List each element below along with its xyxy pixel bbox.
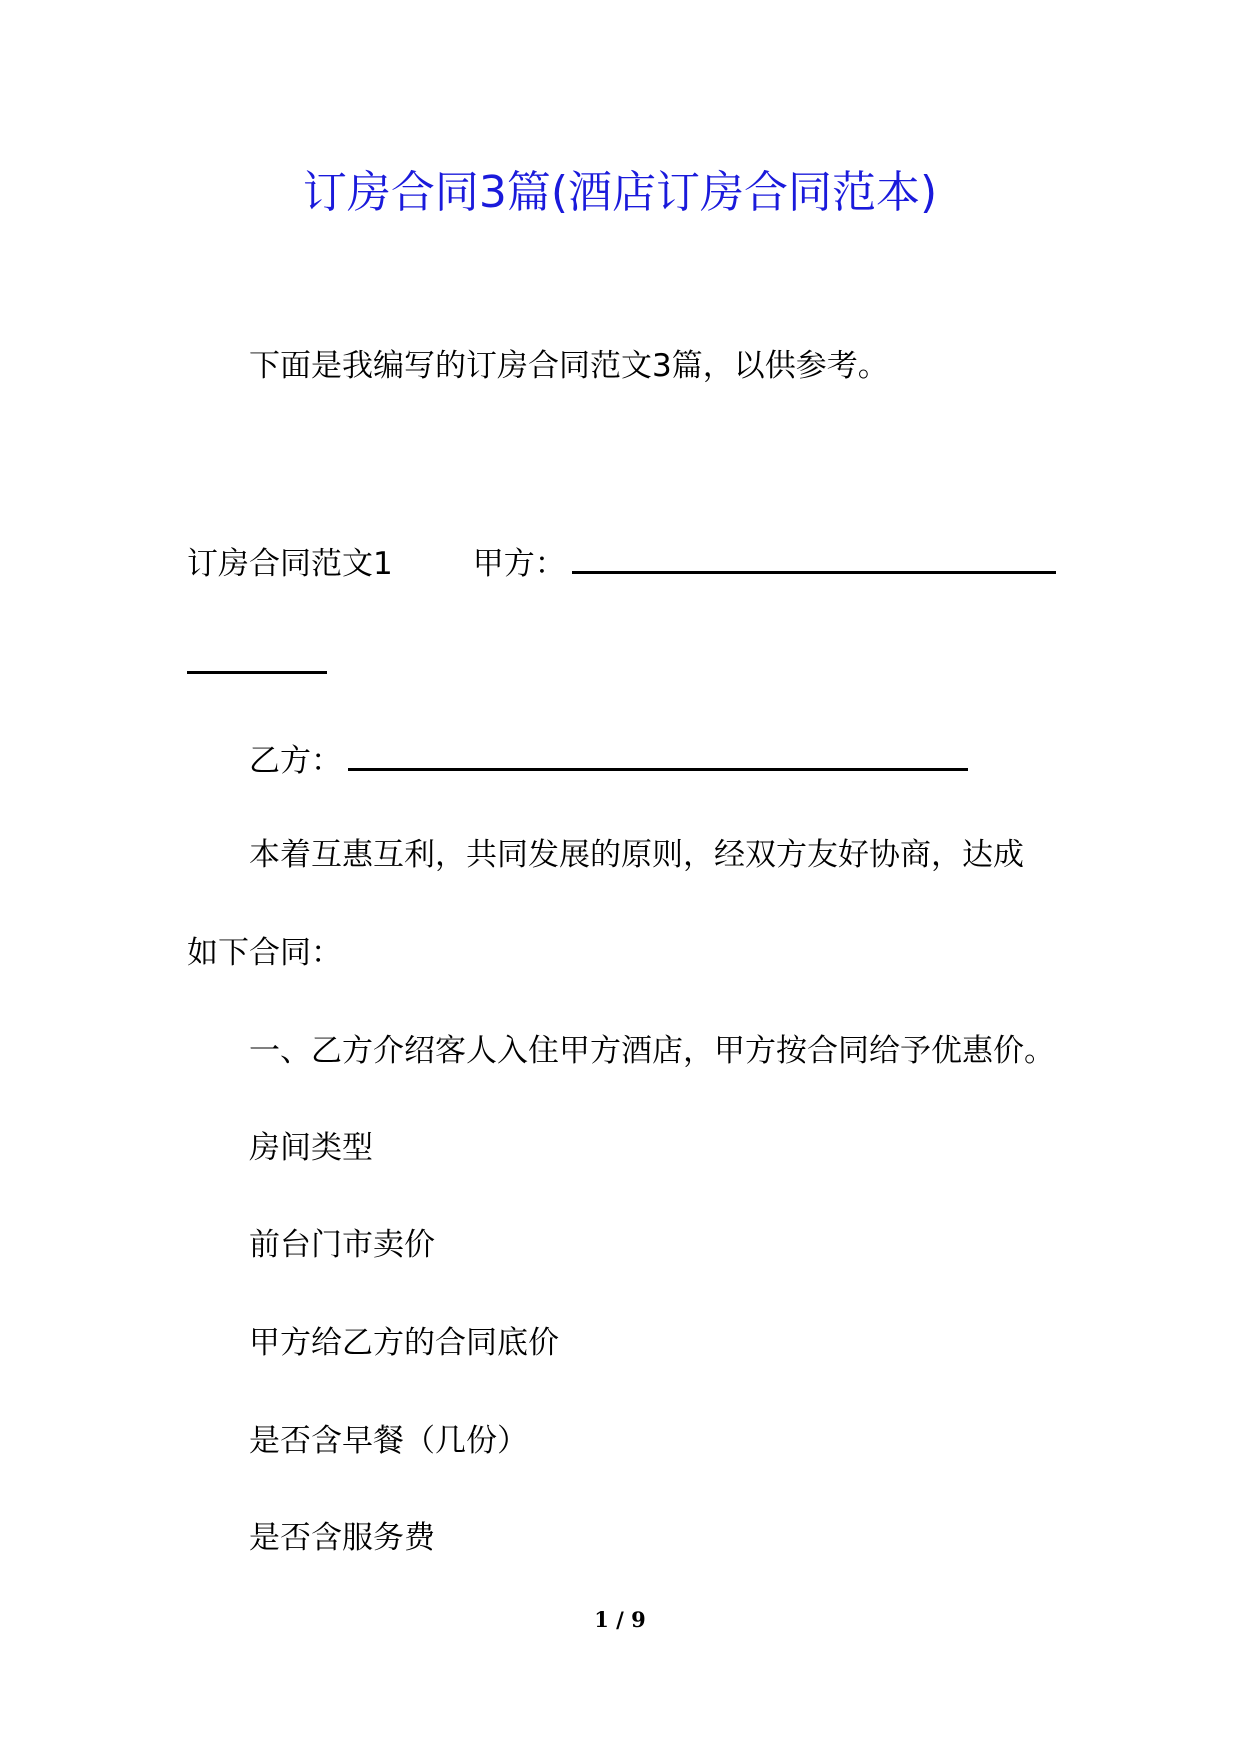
party-a-blank-continued xyxy=(187,671,327,674)
list-item: 是否含早餐（几份） xyxy=(249,1423,528,1459)
clause-1: 一、乙方介绍客人入住甲方酒店，甲方按合同给予优惠价。 xyxy=(249,1033,1055,1069)
list-item: 前台门市卖价 xyxy=(249,1227,435,1263)
section-heading: 订房合同范文1 xyxy=(187,546,393,582)
intro-paragraph: 下面是我编写的订房合同范文3篇，以供参考。 xyxy=(249,348,889,384)
list-item: 甲方给乙方的合同底价 xyxy=(249,1325,559,1361)
list-item: 是否含服务费 xyxy=(249,1520,435,1556)
paragraph-1-line-1: 本着互惠互利，共同发展的原则，经双方友好协商，达成 xyxy=(249,837,1024,873)
page-number: 1 / 9 xyxy=(594,1607,646,1632)
party-b-blank xyxy=(348,738,968,771)
list-item: 房间类型 xyxy=(249,1130,373,1166)
party-a-label: 甲方： xyxy=(472,546,566,582)
party-a-blank xyxy=(572,541,1056,574)
document-title: 订房合同3篇(酒店订房合同范本) xyxy=(302,167,938,218)
party-b-line xyxy=(249,738,968,782)
paragraph-1-line-2: 如下合同： xyxy=(187,935,342,971)
party-b-label: 乙方： xyxy=(249,743,342,779)
party-a-line xyxy=(187,541,1056,585)
